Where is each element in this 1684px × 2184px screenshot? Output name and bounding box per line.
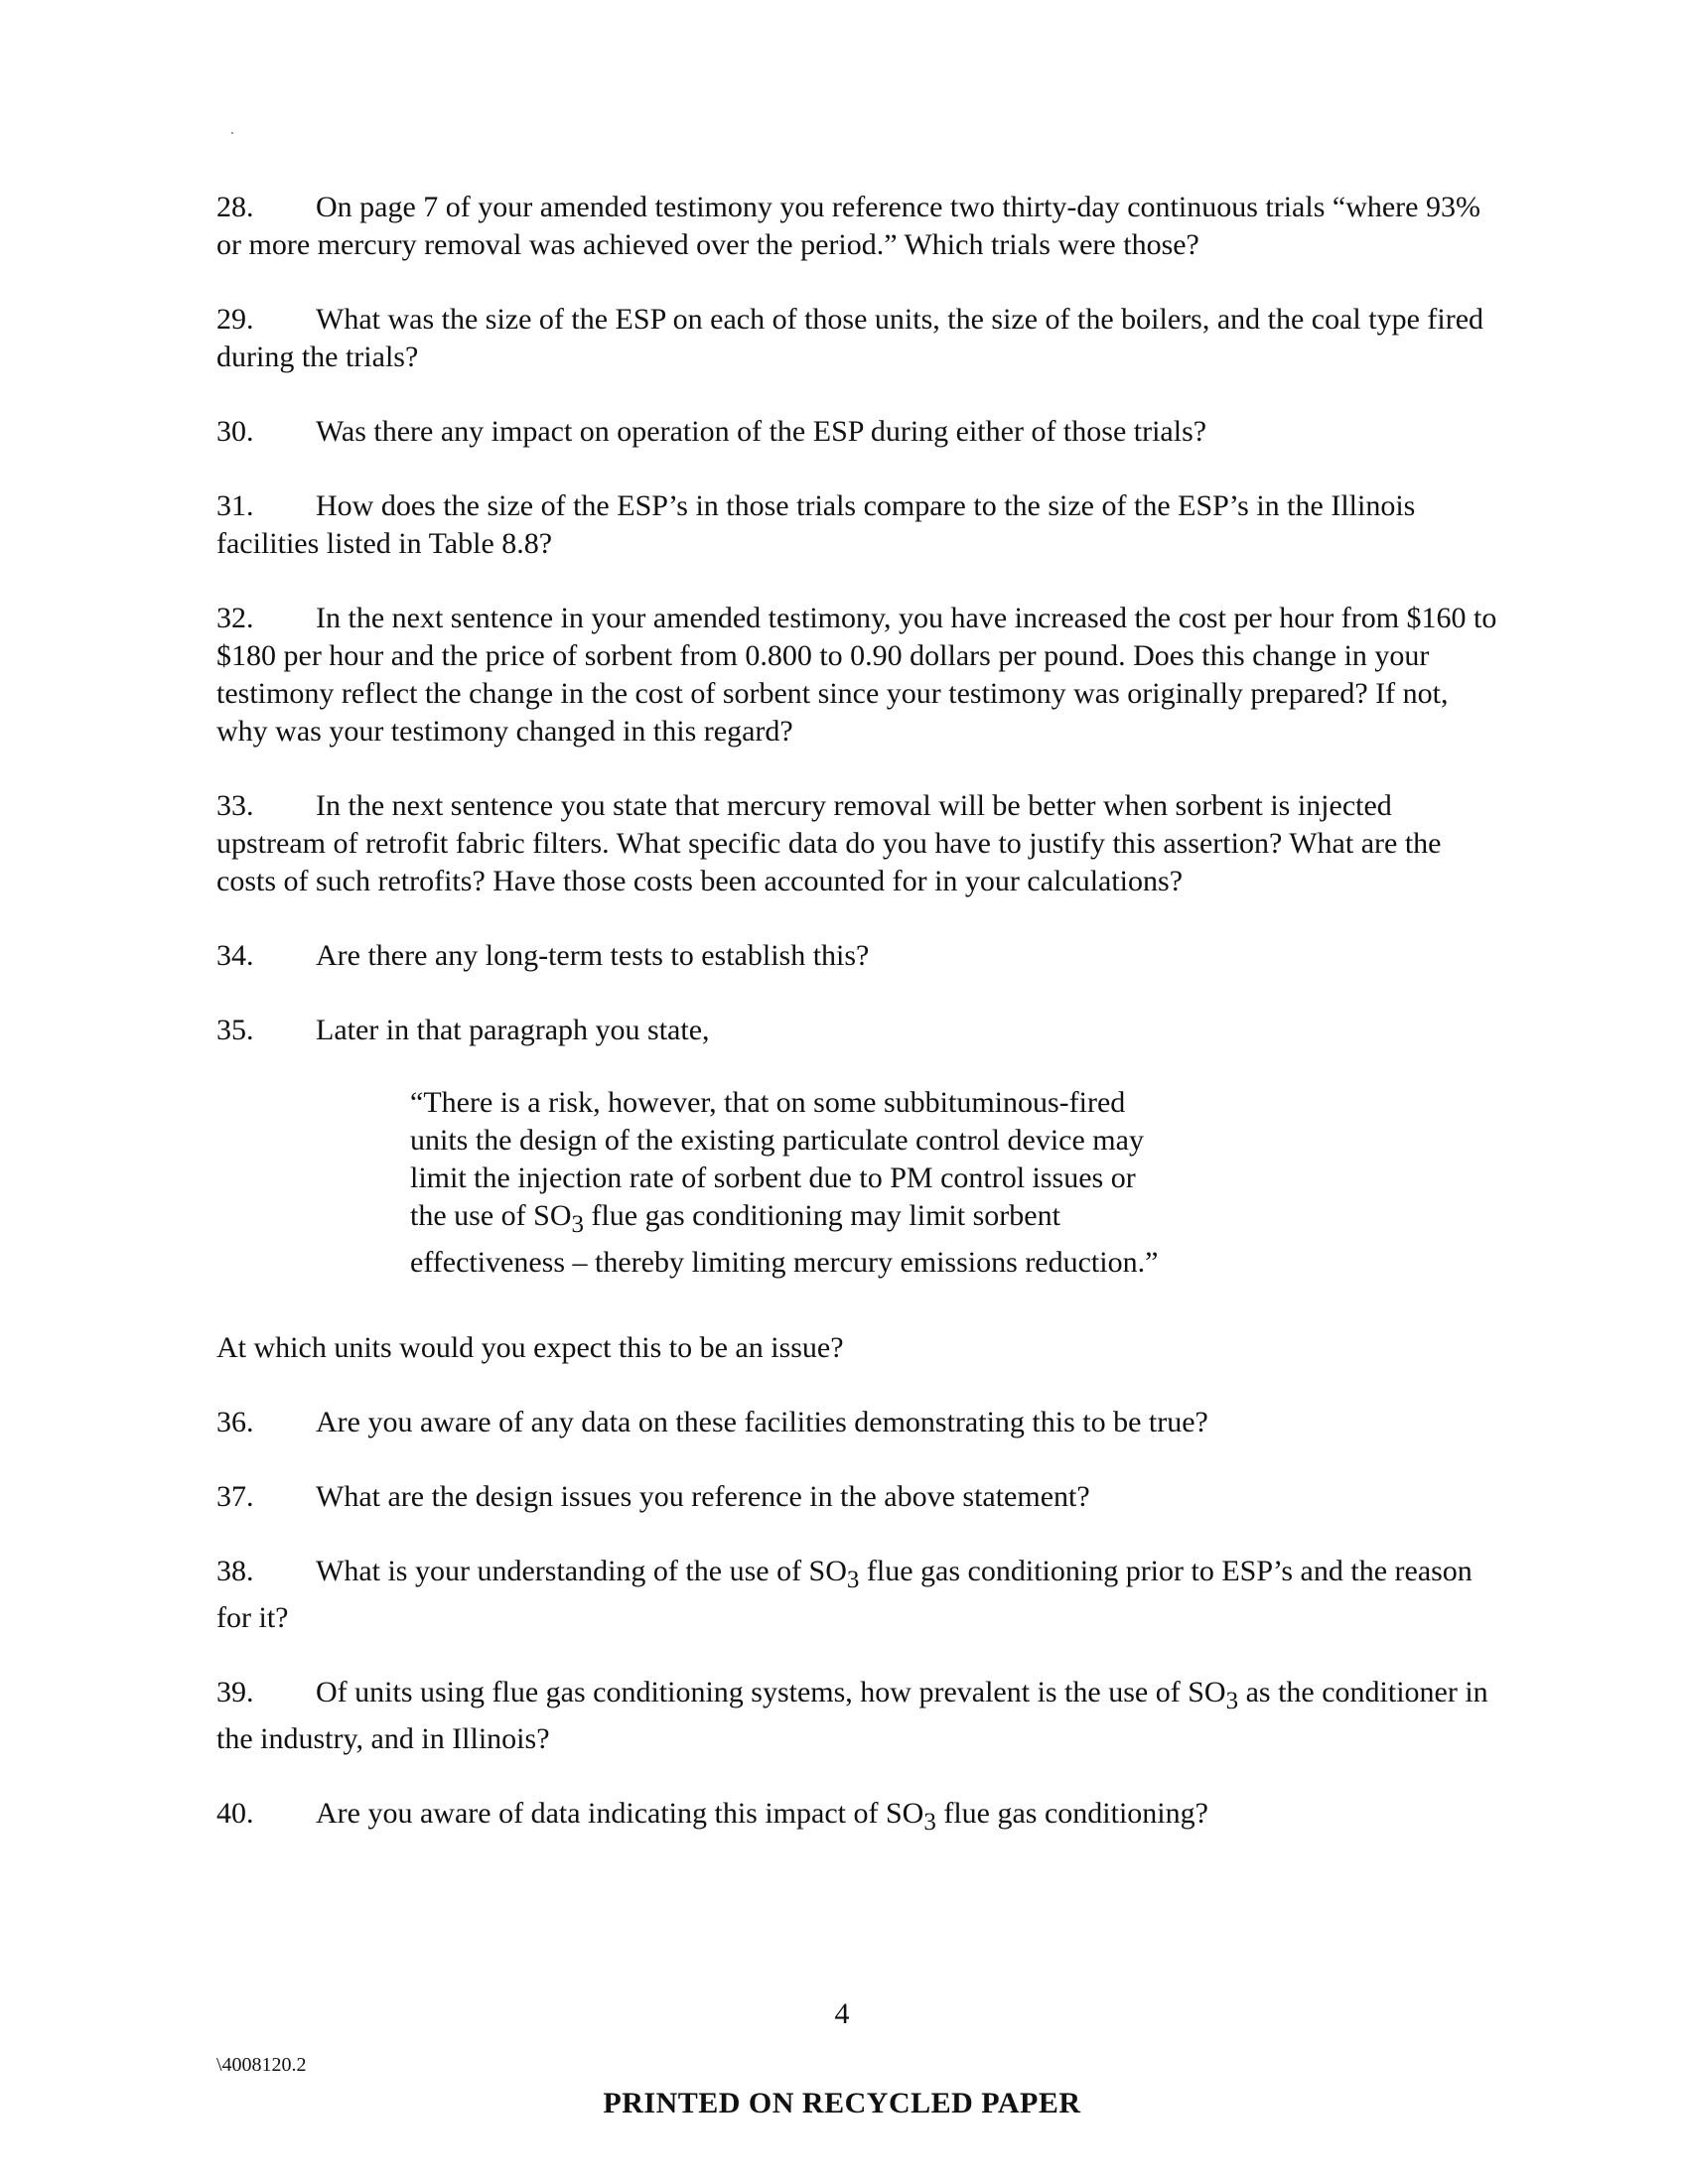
question-number: 34.: [216, 939, 254, 972]
quote-text-part-1: “There is a risk, however, that on some subbituminous-fired units the design of the existing particulate control device may limit the injection rate of sorbent due to PM control issues or the use of SO: [410, 1086, 1144, 1232]
question-text-cont: as the conditioner in the industry, and in Illinois?: [216, 1676, 1488, 1755]
question-31: [216, 487, 1497, 563]
question-number: 37.: [216, 1480, 254, 1513]
question-text: Of units using flue gas conditioning systems, how prevalent is the use of SO: [316, 1676, 1226, 1708]
block-quote-text: [410, 1084, 1165, 1282]
question-number: 40.: [216, 1797, 254, 1830]
block-quote: [410, 1084, 1165, 1282]
document-id: \4008120.2: [216, 2054, 307, 2076]
question-39: [216, 1674, 1497, 1758]
question-number: 29.: [216, 303, 254, 336]
question-36: [216, 1404, 1497, 1441]
question-32: [216, 600, 1497, 751]
question-30: [216, 413, 1497, 451]
question-number: 32.: [216, 602, 254, 634]
page-number: 4: [834, 1997, 850, 2030]
subscript: 3: [846, 1567, 860, 1593]
question-text: What is your understanding of the use of SO: [316, 1555, 847, 1587]
question-number: 38.: [216, 1555, 254, 1587]
scan-speck: [231, 132, 233, 134]
question-text-cont: flue gas conditioning prior to ESP’s and the reason for it?: [216, 1555, 1473, 1634]
question-text: What was the size of the ESP on each of those units, the size of the boilers, and the coal type fired during the trials?: [216, 303, 1484, 373]
question-text: Was there any impact on operation of the ESP during either of those trials?: [316, 415, 1207, 448]
question-38: [216, 1553, 1497, 1637]
question-text: Are you aware of any data on these facilities demonstrating this to be true?: [316, 1406, 1208, 1438]
question-33: [216, 787, 1497, 900]
question-number: 30.: [216, 415, 254, 448]
question-35: [216, 1012, 1497, 1049]
question-text-cont: flue gas conditioning?: [935, 1797, 1208, 1830]
question-text: What are the design issues you reference in the above statement?: [316, 1480, 1090, 1513]
question-number: 35.: [216, 1014, 254, 1046]
question-text: How does the size of the ESP’s in those trials compare to the size of the ESP’s in the Illinois facilities listed in Table 8.8?: [216, 489, 1416, 560]
subscript: 3: [1225, 1688, 1239, 1714]
subscript: 3: [923, 1809, 936, 1836]
question-37: [216, 1478, 1497, 1516]
footer-notice: PRINTED ON RECYCLED PAPER: [603, 2087, 1081, 2119]
question-number: 28.: [216, 191, 254, 223]
question-text: Are you aware of data indicating this impact of SO: [316, 1797, 924, 1830]
question-40: [216, 1795, 1497, 1842]
question-29: [216, 301, 1497, 376]
quote-text-part-2: flue gas conditioning may limit sorbent effectiveness – thereby limiting mercury emissions reduction.”: [410, 1199, 1159, 1279]
question-number: 31.: [216, 489, 254, 522]
question-number: 36.: [216, 1406, 254, 1438]
question-34: [216, 937, 1497, 975]
question-text: In the next sentence in your amended testimony, you have increased the cost per hour from $160 to $180 per hour and the price of sorbent from 0.800 to 0.90 dollars per pound. Does this change in your testimony reflect the change in the cost of sorbent since your testimony was originally prepared? If not, why was your testimony changed in this regard?: [216, 602, 1497, 748]
subscript: 3: [571, 1211, 584, 1238]
question-text: Are there any long-term tests to establish this?: [316, 939, 870, 972]
follow-up-question: At which units would you expect this to be an issue?: [216, 1331, 844, 1364]
question-text: On page 7 of your amended testimony you reference two thirty-day continuous trials “where 93% or more mercury removal was achieved over the period.” Which trials were those?: [216, 191, 1480, 261]
question-text: In the next sentence you state that mercury removal will be better when sorbent is injected upstream of retrofit fabric filters. What specific data do you have to justify this assertion? What are the costs of such retrofits? Have those costs been accounted for in your calculations?: [216, 789, 1442, 897]
question-text: Later in that paragraph you state,: [316, 1014, 710, 1046]
questions-body: [216, 189, 1497, 1878]
question-number: 39.: [216, 1676, 254, 1708]
question-number: 33.: [216, 789, 254, 822]
question-28: [216, 189, 1497, 264]
